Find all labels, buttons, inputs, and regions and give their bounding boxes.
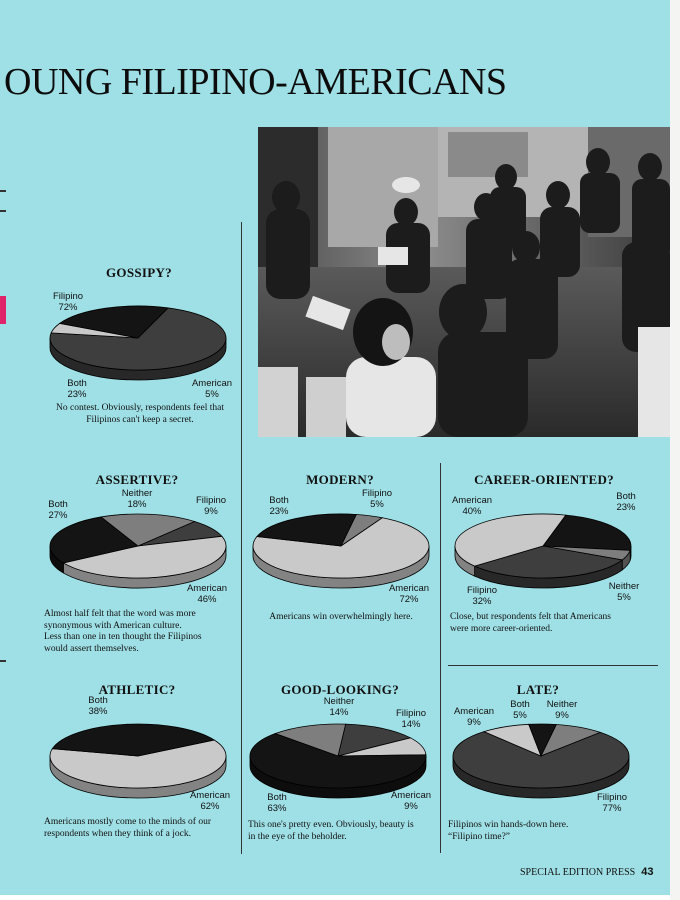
label-filipino: Filipino 77% — [596, 792, 628, 814]
label-american: American 62% — [189, 790, 231, 812]
label-both: Both 5% — [510, 699, 530, 721]
label-american: American 72% — [388, 583, 430, 605]
caption-career-oriented: Close, but respondents felt that Americans were more career-oriented. — [450, 612, 611, 634]
group-photo — [258, 127, 670, 437]
label-american: American 9% — [390, 790, 432, 812]
chart-title-modern: MODERN? — [306, 472, 374, 487]
page-footer — [520, 866, 653, 878]
label-both: Both 23% — [616, 491, 636, 513]
label-neither: Neither 5% — [608, 581, 640, 603]
label-filipino: Filipino 5% — [361, 488, 393, 510]
page-edge-tick — [0, 660, 6, 662]
chart-title-gossipy: GOSSIPY? — [106, 265, 172, 280]
chart-title-good-looking: GOOD-LOOKING? — [280, 682, 400, 697]
column-rule — [440, 463, 441, 853]
page-edge-tab — [0, 296, 6, 324]
label-american: American 9% — [453, 706, 495, 728]
label-both: Both 23% — [269, 495, 289, 517]
caption-late: Filipinos win hands-down here. “Filipino time?” — [448, 820, 569, 842]
page-edge-tick — [0, 190, 6, 192]
label-neither: Neither 18% — [121, 488, 153, 510]
label-both: Both 38% — [88, 695, 108, 717]
pie-chart-gossipy — [45, 300, 231, 390]
label-filipino: Filipino 9% — [195, 495, 227, 517]
label-both: Both 63% — [267, 792, 287, 814]
caption-good-looking: This one's pretty even. Obviously, beauty is in the eye of the beholder. — [248, 820, 414, 842]
label-both: Both 27% — [48, 499, 68, 521]
caption-modern: Americans win overwhelmingly here. — [269, 612, 413, 622]
page-edge-tick — [0, 210, 6, 212]
caption-assertive: Almost half felt that the word was more synonymous with American culture. Less than one in ten thought the Filipinos would assert themselves. — [44, 609, 202, 654]
label-american: American 46% — [186, 583, 228, 605]
label-filipino: Filipino 72% — [52, 291, 84, 313]
label-neither: Neither 14% — [323, 696, 355, 718]
label-american: American 5% — [191, 378, 233, 400]
publication-name: SPECIAL EDITION PRESS — [520, 867, 636, 878]
row-rule — [448, 665, 658, 666]
caption-athletic: Americans mostly come to the minds of our respondents when they think of a jock. — [44, 817, 212, 839]
page-number: 43 — [641, 866, 654, 878]
label-filipino: Filipino 32% — [466, 585, 498, 607]
label-filipino: Filipino 14% — [395, 708, 427, 730]
label-neither: Neither 9% — [546, 699, 578, 721]
column-rule — [241, 222, 242, 854]
label-both: Both 23% — [67, 378, 87, 400]
chart-title-career-oriented: CAREER-ORIENTED? — [474, 472, 614, 487]
page-headline: OUNG FILIPINO-AMERICANS — [4, 61, 507, 103]
page-edge — [670, 0, 680, 900]
label-american: American 40% — [451, 495, 493, 517]
chart-title-assertive: ASSERTIVE? — [95, 472, 179, 487]
chart-title-late: LATE? — [516, 682, 560, 697]
caption-gossipy: No contest. Obviously, respondents feel that Filipinos can't keep a secret. — [56, 403, 224, 425]
chart-title-athletic: ATHLETIC? — [98, 682, 176, 697]
